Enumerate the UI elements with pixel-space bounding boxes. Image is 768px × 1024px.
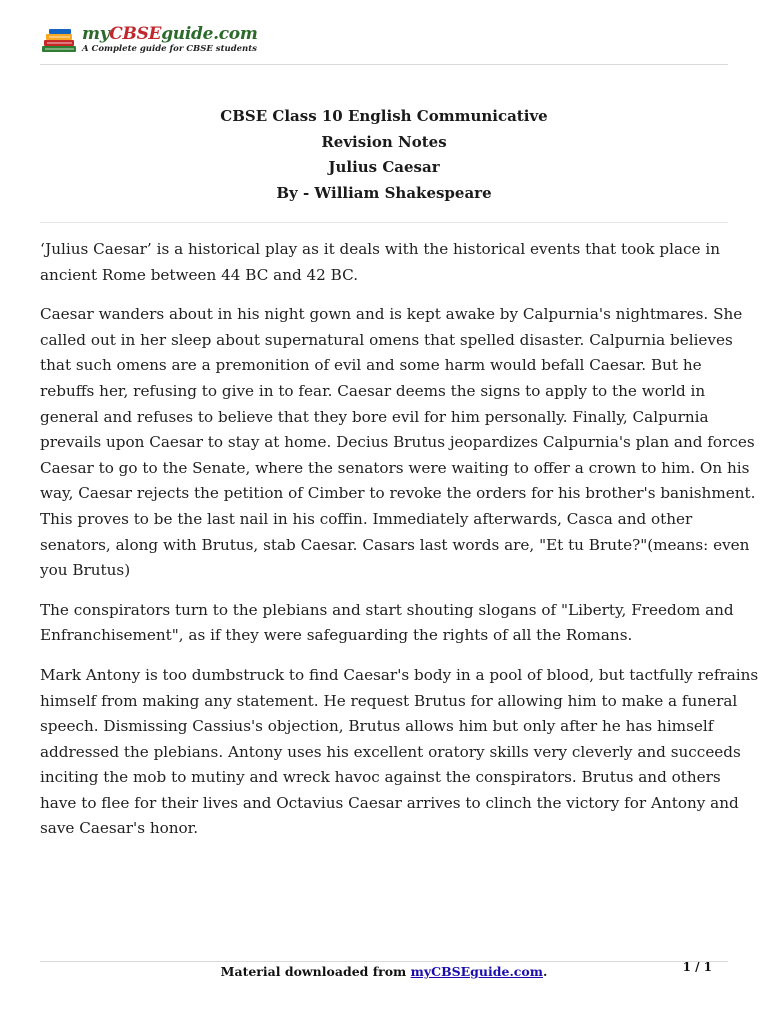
text-line: ancient Rome between 44 BC and 42 BC. xyxy=(40,265,359,284)
document-body xyxy=(40,237,759,856)
text-line: you Brutus) xyxy=(40,561,131,580)
text-line: have to flee for their lives and Octavius Caesar arrives to clinch the victory for Antony and xyxy=(40,793,739,812)
logo-brand: myCBSEguide.com xyxy=(82,24,258,44)
footer-suffix: . xyxy=(542,964,548,979)
books-logo-icon xyxy=(40,26,80,56)
author-line: By - William Shakespeare xyxy=(276,183,492,202)
footer-prefix: Material downloaded from xyxy=(220,964,411,979)
footer-site-link[interactable]: myCBSEguide.com xyxy=(410,964,543,979)
text-line: himself from making any statement. He request Brutus for allowing him to make a funeral xyxy=(40,691,738,710)
text-line: The conspirators turn to the plebians and start shouting slogans of "Liberty, Freedom and xyxy=(40,600,734,619)
text-line: Caesar to go to the Senate, where the senators were waiting to offer a crown to him. On his xyxy=(40,458,750,477)
text-line: prevails upon Caesar to stay at home. Decius Brutus jeopardizes Calpurnia's plan and forces xyxy=(40,433,755,452)
chapter-title: Julius Caesar xyxy=(328,158,440,176)
logo-tagline: A Complete guide for CBSE students xyxy=(82,44,257,54)
paragraph-mark-antony xyxy=(40,663,759,842)
page-number: 1 / 1 xyxy=(682,960,712,974)
document-title: CBSE Class 10 English Communicative xyxy=(220,107,548,125)
paragraph-conspirators xyxy=(40,598,734,649)
document-subtitle: Revision Notes xyxy=(321,132,447,151)
paragraph-intro xyxy=(40,237,730,288)
text-line: Mark Antony is too dumbstruck to find Caesar's body in a pool of blood, but tactfully refrains xyxy=(40,665,759,684)
text-line: inciting the mob to mutiny and wreck havoc against the conspirators. Brutus and others xyxy=(40,768,721,787)
text-line: Enfranchisement", as if they were safeguarding the rights of all the Romans. xyxy=(40,626,633,645)
paragraph-caesar-wanders xyxy=(40,302,756,584)
text-line: rebuffs her, refusing to give in to fear. Caesar deems the signs to apply to the world in xyxy=(40,381,706,400)
text-line: save Caesar's honor. xyxy=(40,819,199,838)
text-line: senators, along with Brutus, stab Caesar. Casars last words are, "Et tu Brute?"(means: even xyxy=(40,535,750,554)
text-line: way, Caesar rejects the petition of Cimber to revoke the orders for his brother's banishment. xyxy=(40,484,756,503)
page-footer xyxy=(40,960,728,979)
page-header xyxy=(40,22,728,65)
text-line: This proves to be the last nail in his coffin. Immediately afterwards, Casca and other xyxy=(40,509,693,528)
text-line: speech. Dismissing Cassius's objection, Brutus allows him but only after he has himself xyxy=(40,717,714,736)
text-line: Caesar wanders about in his night gown and is kept awake by Calpurnia's nightmares. She xyxy=(40,305,743,324)
text-line: that such omens are a premonition of evil and some harm would befall Caesar. But he xyxy=(40,356,702,375)
text-line: addressed the plebians. Antony uses his excellent oratory skills very cleverly and succeeds xyxy=(40,742,741,761)
footer-credit xyxy=(40,964,728,979)
document-title-block xyxy=(40,104,728,223)
text-line: ‘Julius Caesar’ is a historical play as it deals with the historical events that took place in xyxy=(40,240,721,258)
text-line: called out in her sleep about supernatural omens that spelled disaster. Calpurnia believes xyxy=(40,330,733,349)
site-logo[interactable] xyxy=(40,26,258,56)
text-line: general and refuses to believe that they bore evil for him personally. Finally, Calpurnia xyxy=(40,407,709,426)
